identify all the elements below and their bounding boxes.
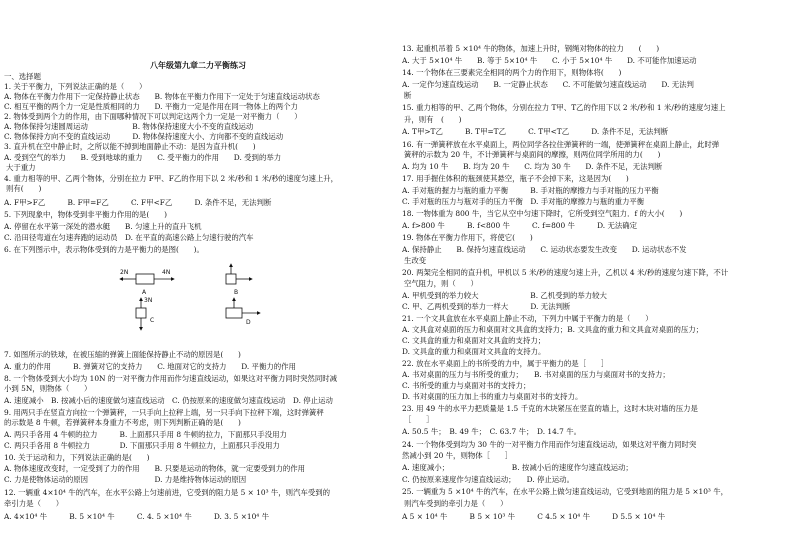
text-line: 簧秤的示数为 20 牛，不计弹簧秤与桌面间的摩擦，则两位同学所用的力( ): [404, 150, 661, 159]
label-d: D: [246, 319, 251, 326]
text-line: A. 均为 10 牛 B. 均为 20 牛 C. 均为 30 牛 D. 条件不足，无法判断: [402, 162, 663, 171]
text-line: A. 速度减小 B. 按减小后的速度做匀速直线运动 C. 仍按原来的速度做匀速直线运动 D. 停止运动: [4, 396, 333, 405]
label-3n: 3N: [144, 297, 153, 304]
worksheet-title: 八年级第九章二力平衡练习: [150, 60, 246, 70]
label-4n: 4N: [162, 269, 171, 276]
text-line: 12. 一辆重 4×10⁴ 牛的汽车，在水平公路上匀速前进，它受到的阻力是 5 × 10³ 牛，则汽车受到的: [4, 488, 331, 497]
text-line: 升，则有 ( ): [404, 115, 462, 124]
text-line: 8. 一个物体受到大小均为 10N 的一对平衡力作用而作匀速直线运动，如果这对平衡力同时突然同时减: [4, 374, 337, 383]
text-line: 18. 一物体重为 800 牛，当它从空中匀速下降时，它所受到空气阻力．f 的大小( ): [402, 209, 683, 218]
text-line: 则有( ): [6, 184, 42, 193]
text-line: 小到 5N，则物体（ ）: [4, 384, 92, 393]
text-line: A. 书对桌面的压力与书所受的重力； B. 书对桌面的压力与桌面对书的支持力；: [402, 370, 670, 379]
text-line: A. 50.5 牛； B. 49 牛； C. 63.7 牛； D. 14.7 牛。: [402, 427, 581, 436]
text-line: C. 两只手各用 8 牛顿拉力 D. 下面那只手用 8 牛顿拉力，上面那只手没用力: [4, 441, 280, 450]
text-line: A. 重力的作用 B. 弹簧对它的支持力 C. 地面对它的支持力 D. 平衡力的作用: [4, 362, 296, 371]
text-line: C. 仍按原来速度作匀速直线运动； D. 停止运动。: [402, 475, 574, 484]
text-line: 22. 放在水平桌面上的书所受的力中，属于平衡力的是［ ］: [402, 359, 609, 368]
text-line: A. 停留在水平第一深处的潜水艇 B. 匀速上升的直升飞机: [4, 222, 202, 231]
text-line: 15. 重力相等的甲、乙两个物体，分别在拉力 T甲、T乙的作用下以 2 米/秒和 1 米/秒的速度匀速上: [402, 103, 726, 112]
text-line: 9. 用两只手在竖直方向拉一个弹簧秤，一只手向上拉秤上端，另一只手向下拉秤下端，这时弹簧秤: [4, 408, 324, 417]
text-line: 25. 一辆重为 5 ×10⁴ 牛的汽车，在水平公路上做匀速直线运动，它受到地面的阻力是 5 ×10³ 牛，: [402, 487, 729, 496]
text-line: A 5 × 10⁴ 牛 B 5 × 10³ 牛 C 4.5 × 10⁴ 牛 D 5.5 × 10⁴ 牛: [402, 512, 666, 521]
text-line: C. 甲、乙两机受到的举力一样大 D. 无法判断: [402, 302, 571, 311]
text-line: C. 文具盒的重力和桌面对文具盒的支持力；: [402, 336, 546, 345]
text-line: D. 文具盒的重力和桌面对文具盒的支持力。: [402, 347, 546, 356]
text-line: 10. 关于运动和力，下列说法正确的是( ): [4, 453, 150, 462]
text-line: C. 力是使物体运动的原因 D. 力是维持物体运动的原因: [4, 475, 247, 484]
text-line: A. f>800 牛 B. f<800 牛 C. f=800 牛 D. 无法确定: [402, 221, 638, 230]
text-line: A. F甲>F乙 B. F甲=F乙 C. F甲<F乙 D. 条件不足，无法判断: [4, 198, 272, 207]
diagram-d: [226, 298, 260, 326]
text-line: 5. 下列现象中，物体受到非平衡力作用的是( ): [4, 210, 167, 219]
text-line: 2. 物体受到两个力的作用，由下面哪种情况下可以判定这两个力一定是一对平衡力（ ）: [4, 112, 302, 121]
text-line: A. 物体在平衡力作用下一定保持静止状态 B. 物体在平衡力作用下一定处于匀速直线运动状态: [4, 92, 320, 101]
text-line: 14. 一个物体在三要素完全相同的两个力的作用下，则物体将( ): [402, 68, 622, 77]
right-column: [402, 0, 790, 560]
text-line: 大于重力: [6, 163, 36, 172]
text-line: 4. 重力相等的甲、乙两个物体，分别在拉力 F甲、F乙的作用下以 2 米/秒和 1 米/秒的速度匀速上升，: [4, 174, 339, 183]
text-line: 24. 一个物体受到均为 30 牛的一对平衡力作用而作匀速直线运动，如果这对平衡力同时突: [402, 440, 697, 449]
text-line: A. 物体速度改变时，一定受到了力的作用 B. 只要是运动的物体，就一定要受到力的作用: [4, 464, 306, 473]
diagram-b: [226, 264, 252, 296]
force-diagram-svg: [114, 262, 314, 342]
text-line: A. 4×10⁴ 牛 B. 5 ×10⁴ 牛 C. 4. 5 ×10⁴ 牛 D. 3. 5 ×10⁴ 牛: [4, 512, 269, 521]
label-c: C: [150, 317, 155, 324]
text-line: A. 物体保持匀速圆周运动 B. 物体保持速度大小不变的直线运动: [4, 122, 254, 131]
text-line: 生改变: [404, 256, 427, 265]
text-line: 3. 直升机在空中静止时，之所以能不掉到地面静止不动：是因为直升机( ): [4, 142, 256, 151]
left-column: [4, 0, 392, 560]
text-line: 空气阻力，则（ ）: [404, 279, 478, 288]
text-line: 则汽车受到的牵引力是（ ）: [404, 499, 508, 508]
label-a: A: [142, 289, 147, 296]
text-line: C. 相互平衡的两个力一定是性质相同的力 D. 平衡力一定是作用在同一物体上的两个力: [4, 102, 298, 111]
text-line: A. 受到空气的举力 B. 受到地球的重力 C. 受平衡力的作用 D. 受到的举力: [4, 153, 282, 162]
text-line: ［ ］: [404, 415, 434, 424]
text-line: A. 保持静止 B. 保持匀速直线运动 C. 运动状态要发生改变 D. 运动状态不发: [402, 245, 687, 254]
text-line: A. 一定作匀速直线运动 B. 一定静止状态 C. 不可能做匀速直线运动 D. 无法判: [402, 80, 694, 89]
label-b: B: [234, 289, 239, 296]
text-line: 13. 起重机吊着 5 ×10⁴ 牛的物体，加速上升时，钢绳对物体的拉力 ( ): [402, 44, 660, 53]
text-line: 牵引力是（ ）: [4, 499, 64, 508]
text-line: A. T甲>T乙 B. T甲=T乙 C. T甲<T乙 D. 条件不足，无法判断: [402, 127, 669, 136]
text-line: 16. 有一弹簧秤放在水平桌面上，两位同学各拉住弹簧秤的一端，使弹簧秤在桌面上静止，此时弹: [402, 140, 720, 149]
text-line: 一、选择题: [4, 72, 41, 81]
text-line: A. 甲机受到的举力较大 B. 乙机受到的举力较大: [402, 291, 607, 300]
text-line: 17. 用手握住体积的瓶颈使其悬空，瓶子不会掉下来，这是因为( ): [402, 174, 629, 183]
text-line: 然减小到 20 牛，则物体［ ］: [402, 451, 513, 460]
text-line: 的示数是 8 牛顿，若弹簧秤本身重力不考虑，则下列判断正确的是( ): [4, 418, 241, 427]
text-line: 19. 物体在平衡力作用下，将使它( ): [402, 233, 533, 242]
text-line: 7. 如图所示的铁球，在被压缩的弹簧上面能保持静止不动的原因是( ): [4, 350, 241, 359]
text-line: C. 手对瓶的压力与瓶对手的压力平衡 D. 手对瓶的摩擦力与瓶的重力平衡: [402, 197, 645, 206]
diagram-c: [136, 297, 154, 330]
text-line: A. 速度减小； B. 按减小后的速度作匀速直线运动；: [402, 463, 633, 472]
text-line: 断: [404, 91, 412, 100]
text-line: 23. 用 49 牛的水平力把质量是 1.5 千克的木块紧压在竖直的墙上，这时木块对墙的压力是: [402, 404, 698, 413]
text-line: 21. 一个文具盒放在水平桌面上静止不动，下列力中属于平衡力的是（ ）: [402, 314, 653, 323]
text-line: A. 文具盒对桌面的压力和桌面对文具盒的支持力；B. 文具盒的重力和文具盒对桌面的压力；: [402, 325, 704, 334]
diagram-a: [120, 269, 174, 296]
text-line: C. 物体保持方向不变的直线运动 D. 物体保持速度大小、方向都不变的直线运动: [4, 132, 284, 141]
text-line: D. 书对桌面的压力加上书的重力与桌面对书的支持力。: [402, 392, 583, 401]
text-line: A. 手对瓶的握力与瓶的重力平衡 B. 手对瓶的摩擦力与手对瓶的压力平衡: [402, 186, 659, 195]
text-line: C. 书所受的重力与桌面对书的支持力；: [402, 381, 531, 390]
force-diagram: [114, 262, 314, 342]
text-line: C. 沿田径弯道在匀速奔跑的运动员 D. 在平直的高速公路上匀速行驶的汽车: [4, 233, 254, 242]
label-2n: 2N: [120, 269, 129, 276]
text-line: 20. 两架完全相同的直升机，甲机以 5 米/秒的速度匀速上升，乙机以 4 米/秒的速度匀速下降，不计: [402, 268, 729, 277]
text-line: 1. 关于平衡力，下列说法正确的是（ ）: [4, 82, 147, 91]
text-line: A. 大于 5×10⁴ 牛 B. 等于 5×10⁴ 牛 C. 小于 5×10⁴ 牛 D. 不可能作加速运动: [402, 56, 697, 65]
text-line: 6. 在下列图示中，表示物体受到的力是平衡力的是图( )。: [4, 245, 204, 254]
text-line: A. 两只手各用 4 牛顿的拉力 B. 上面那只手用 8 牛顿的拉力，下面那只手没用力: [4, 430, 287, 439]
